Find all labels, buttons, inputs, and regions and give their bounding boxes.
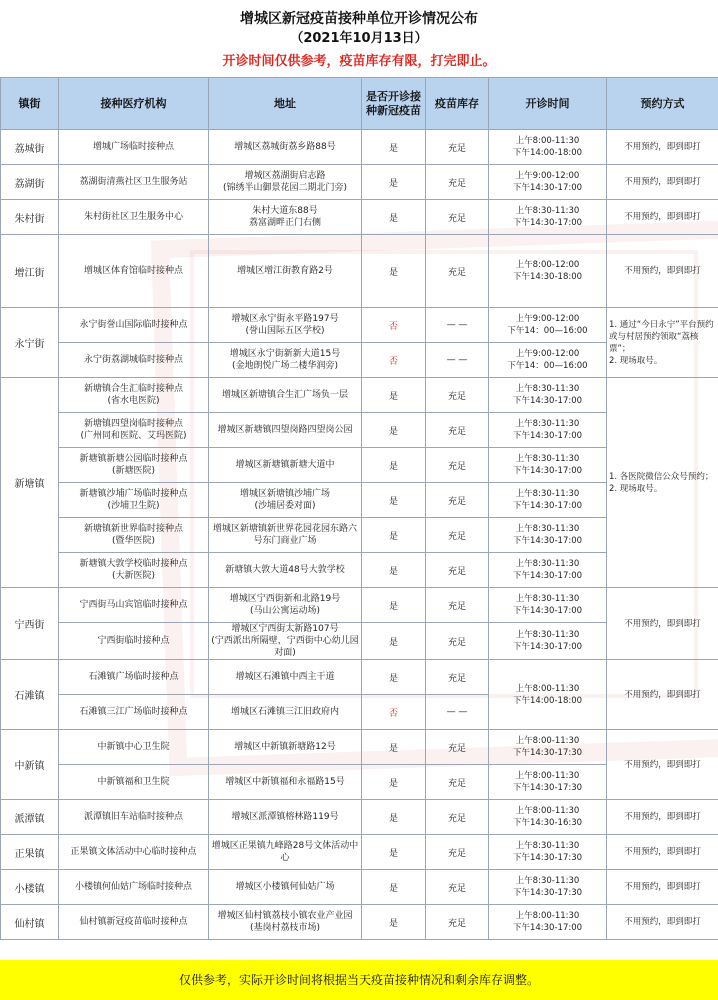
table-row bbox=[1, 130, 718, 165]
cell-address: 增城区荔湖街启志路 (锦绣半山御景花园二期北门旁) bbox=[209, 165, 362, 200]
cell-open: 是 bbox=[362, 905, 426, 940]
page-date: （2021年10月13日） bbox=[290, 31, 428, 46]
cell-booking: 1. 通过“今日永宁”平台预约或与村居预约领取“荔核票”； 2. 现场取号。 bbox=[607, 308, 718, 378]
cell-stock: 充足 bbox=[426, 800, 489, 835]
cell-open: 是 bbox=[362, 413, 426, 448]
cell-org: 中新镇中心卫生院 bbox=[59, 730, 209, 765]
title-block bbox=[0, 0, 718, 48]
cell-hours: 上午8:00-11:30 下午14:30-16:30 bbox=[489, 800, 607, 835]
notice-banner: 开诊时间仅供参考，疫苗库存有限，打完即止。 bbox=[222, 54, 496, 69]
cell-booking: 不用预约，即到即打 bbox=[607, 730, 718, 800]
cell-hours: 上午8:00-11:30 下午14:30-17:30 bbox=[489, 730, 607, 765]
cell-org: 永宁街荔湖城临时接种点 bbox=[59, 343, 209, 378]
cell-hours: 上午8:00-11:30 下午14:30-17:30 bbox=[489, 765, 607, 800]
cell-org: 仙村镇新冠疫苗临时接种点 bbox=[59, 905, 209, 940]
cell-hours: 上午8:30-11:30 下午14:30-17:00 bbox=[489, 518, 607, 553]
table-row bbox=[1, 308, 718, 343]
cell-org: 宁西街临时接种点 bbox=[59, 623, 209, 660]
cell-open: 是 bbox=[362, 378, 426, 413]
cell-hours: 上午8:00-12:00 下午14:30-18:00 bbox=[489, 235, 607, 308]
cell-stock: 充足 bbox=[426, 553, 489, 588]
col-header-hours: 开诊时间 bbox=[489, 78, 607, 130]
cell-booking: 不用预约，即到即打 bbox=[607, 905, 718, 940]
cell-open: 是 bbox=[362, 870, 426, 905]
cell-open: 是 bbox=[362, 235, 426, 308]
cell-hours: 上午8:30-11:30 下午14:30-17:30 bbox=[489, 870, 607, 905]
cell-open: 是 bbox=[362, 588, 426, 623]
col-header-town: 镇街 bbox=[1, 78, 59, 130]
cell-org: 正果镇文体活动中心临时接种点 bbox=[59, 835, 209, 870]
cell-stock: 充足 bbox=[426, 413, 489, 448]
cell-stock: 充足 bbox=[426, 483, 489, 518]
cell-open: 是 bbox=[362, 835, 426, 870]
cell-hours: 上午8:30-11:30 下午14:30-17:00 bbox=[489, 448, 607, 483]
cell-hours: 上午8:30-11:30 下午14:30-17:00 bbox=[489, 623, 607, 660]
cell-address: 增城区石滩镇中西主干道 bbox=[209, 660, 362, 695]
cell-open: 是 bbox=[362, 800, 426, 835]
cell-booking: 不用预约，即到即打 bbox=[607, 660, 718, 730]
cell-town: 荔城街 bbox=[1, 130, 59, 165]
cell-hours: 上午8:30-11:30 下午14:30-17:00 bbox=[489, 413, 607, 448]
cell-address: 新塘镇大敦大道48号大敦学校 bbox=[209, 553, 362, 588]
cell-stock: — — bbox=[426, 343, 489, 378]
cell-address: 增城区正果镇九峰路28号文体活动中心 bbox=[209, 835, 362, 870]
cell-stock: 充足 bbox=[426, 905, 489, 940]
cell-stock: 充足 bbox=[426, 870, 489, 905]
cell-stock: 充足 bbox=[426, 378, 489, 413]
table-row bbox=[1, 800, 718, 835]
cell-org: 新塘镇新世界临时接种点 (暨华医院) bbox=[59, 518, 209, 553]
cell-open: 否 bbox=[362, 308, 426, 343]
table-header-row bbox=[1, 78, 718, 130]
cell-org: 永宁街誉山国际临时接种点 bbox=[59, 308, 209, 343]
cell-stock: 充足 bbox=[426, 200, 489, 235]
page-title: 增城区新冠疫苗接种单位开诊情况公布 bbox=[240, 11, 478, 27]
cell-open: 否 bbox=[362, 695, 426, 730]
cell-booking: 不用预约，即到即打 bbox=[607, 165, 718, 200]
cell-stock: 充足 bbox=[426, 235, 489, 308]
cell-org: 石滩镇广场临时接种点 bbox=[59, 660, 209, 695]
cell-booking: 不用预约，即到即打 bbox=[607, 835, 718, 870]
cell-stock: 充足 bbox=[426, 835, 489, 870]
cell-org: 新塘镇大敦学校临时接种点 (大新医院) bbox=[59, 553, 209, 588]
cell-org: 新塘镇合生汇临时接种点 (省水电医院) bbox=[59, 378, 209, 413]
cell-stock: 充足 bbox=[426, 448, 489, 483]
cell-town: 宁西街 bbox=[1, 588, 59, 660]
table-row bbox=[1, 378, 718, 413]
cell-town: 派潭镇 bbox=[1, 800, 59, 835]
cell-stock: 充足 bbox=[426, 518, 489, 553]
cell-hours: 上午8:00-11:30 下午14:00-18:00 bbox=[489, 130, 607, 165]
cell-stock: 充足 bbox=[426, 730, 489, 765]
cell-town: 中新镇 bbox=[1, 730, 59, 800]
cell-address: 增城区中新镇新塘路12号 bbox=[209, 730, 362, 765]
cell-booking: 不用预约，即到即打 bbox=[607, 588, 718, 660]
cell-town: 正果镇 bbox=[1, 835, 59, 870]
table-row bbox=[1, 905, 718, 940]
cell-address: 增城区派潭镇榕林路119号 bbox=[209, 800, 362, 835]
cell-hours: 上午9:00-12:00 下午14：00—16:00 bbox=[489, 343, 607, 378]
cell-booking: 不用预约，即到即打 bbox=[607, 800, 718, 835]
cell-stock: — — bbox=[426, 695, 489, 730]
cell-stock: 充足 bbox=[426, 130, 489, 165]
cell-address: 增城区小楼镇何仙姑广场 bbox=[209, 870, 362, 905]
table-row bbox=[1, 165, 718, 200]
cell-booking: 不用预约，即到即打 bbox=[607, 200, 718, 235]
cell-org: 荔湖街清燕社区卫生服务站 bbox=[59, 165, 209, 200]
cell-address: 增城区新塘镇新塘大道中 bbox=[209, 448, 362, 483]
cell-hours: 上午8:30-11:30 下午14:30-17:00 bbox=[489, 553, 607, 588]
cell-stock: — — bbox=[426, 308, 489, 343]
col-header-open: 是否开诊接种新冠疫苗 bbox=[362, 78, 426, 130]
table-row bbox=[1, 835, 718, 870]
cell-org: 增城广场临时接种点 bbox=[59, 130, 209, 165]
col-header-stock: 疫苗库存 bbox=[426, 78, 489, 130]
cell-org: 石滩镇三江广场临时接种点 bbox=[59, 695, 209, 730]
table-row bbox=[1, 660, 718, 695]
cell-town: 小楼镇 bbox=[1, 870, 59, 905]
table-body bbox=[1, 130, 718, 940]
footer-note: 仅供参考，实际开诊时间将根据当天疫苗接种情况和剩余库存调整。 bbox=[0, 960, 718, 1000]
cell-org: 中新镇福和卫生院 bbox=[59, 765, 209, 800]
cell-address: 增城区石滩镇三江旧政府内 bbox=[209, 695, 362, 730]
cell-address: 增城区中新镇福和永福路15号 bbox=[209, 765, 362, 800]
cell-hours: 上午8:30-11:30 下午14:30-17:00 bbox=[489, 588, 607, 623]
cell-org: 派潭镇旧车站临时接种点 bbox=[59, 800, 209, 835]
cell-town: 荔湖街 bbox=[1, 165, 59, 200]
cell-town: 朱村街 bbox=[1, 200, 59, 235]
col-header-org: 接种医疗机构 bbox=[59, 78, 209, 130]
table-row bbox=[1, 200, 718, 235]
cell-open: 是 bbox=[362, 130, 426, 165]
cell-hours: 上午8:30-11:30 下午14:30-17:30 bbox=[489, 835, 607, 870]
cell-address: 朱村大道东88号 荔富湖畔正门右侧 bbox=[209, 200, 362, 235]
cell-open: 是 bbox=[362, 518, 426, 553]
cell-town: 石滩镇 bbox=[1, 660, 59, 730]
cell-hours: 上午8:00-11:30 下午14:00-18:00 bbox=[489, 660, 607, 730]
cell-org: 新塘镇四望岗临时接种点 (广州同和医院、艾玛医院) bbox=[59, 413, 209, 448]
cell-org: 小楼镇何仙姑广场临时接种点 bbox=[59, 870, 209, 905]
cell-booking: 不用预约，即到即打 bbox=[607, 235, 718, 308]
cell-address: 增城区宁西街太新路107号 (宁西派出所隔壁，宁西街中心幼儿园对面) bbox=[209, 623, 362, 660]
cell-stock: 充足 bbox=[426, 660, 489, 695]
cell-address: 增城区增江街教育路2号 bbox=[209, 235, 362, 308]
cell-open: 是 bbox=[362, 483, 426, 518]
cell-hours: 上午9:00-12:00 下午14：00—16:00 bbox=[489, 308, 607, 343]
cell-booking: 1. 各医院微信公众号预约； 2. 现场取号。 bbox=[607, 378, 718, 588]
cell-address: 增城区荔城街荔乡路88号 bbox=[209, 130, 362, 165]
table-row bbox=[1, 870, 718, 905]
cell-org: 新塘镇新塘公园临时接种点 (新塘医院) bbox=[59, 448, 209, 483]
cell-town: 新塘镇 bbox=[1, 378, 59, 588]
cell-address: 增城区新塘镇新世界花园花园东路六号东门商业广场 bbox=[209, 518, 362, 553]
cell-hours: 上午8:30-11:30 下午14:30-17:00 bbox=[489, 483, 607, 518]
cell-open: 是 bbox=[362, 448, 426, 483]
col-header-booking: 预约方式 bbox=[607, 78, 718, 130]
cell-address: 增城区新塘镇沙埔广场 (沙埔居委对面) bbox=[209, 483, 362, 518]
vaccination-table bbox=[0, 77, 718, 940]
cell-booking: 不用预约，即到即打 bbox=[607, 870, 718, 905]
cell-open: 是 bbox=[362, 623, 426, 660]
cell-address: 增城区新塘镇合生汇广场负一层 bbox=[209, 378, 362, 413]
table-row bbox=[1, 235, 718, 308]
cell-stock: 充足 bbox=[426, 623, 489, 660]
cell-booking: 不用预约，即到即打 bbox=[607, 130, 718, 165]
cell-address: 增城区永宁街永平路197号 (誉山国际五区学校) bbox=[209, 308, 362, 343]
cell-stock: 充足 bbox=[426, 765, 489, 800]
cell-stock: 充足 bbox=[426, 588, 489, 623]
cell-address: 增城区仙村镇荔枝小镇农业产业园 (基岗村荔枝市场) bbox=[209, 905, 362, 940]
cell-town: 永宁街 bbox=[1, 308, 59, 378]
cell-address: 增城区永宁街新新大道15号 (金地朗悦广场二楼华润旁) bbox=[209, 343, 362, 378]
cell-address: 增城区新塘镇四望岗路四望岗公园 bbox=[209, 413, 362, 448]
cell-town: 增江街 bbox=[1, 235, 59, 308]
cell-open: 否 bbox=[362, 343, 426, 378]
cell-hours: 上午8:00-11:30 下午14:30-17:00 bbox=[489, 905, 607, 940]
table-row bbox=[1, 730, 718, 765]
cell-org: 宁西街马山宾馆临时接种点 bbox=[59, 588, 209, 623]
cell-open: 是 bbox=[362, 730, 426, 765]
cell-open: 是 bbox=[362, 553, 426, 588]
cell-hours: 上午9:00-12:00 下午14:30-17:00 bbox=[489, 165, 607, 200]
cell-org: 新塘镇沙埔广场临时接种点 (沙埔卫生院) bbox=[59, 483, 209, 518]
table-row bbox=[1, 588, 718, 623]
cell-open: 是 bbox=[362, 200, 426, 235]
cell-open: 是 bbox=[362, 660, 426, 695]
col-header-address: 地址 bbox=[209, 78, 362, 130]
cell-stock: 充足 bbox=[426, 165, 489, 200]
cell-org: 朱村街社区卫生服务中心 bbox=[59, 200, 209, 235]
cell-address: 增城区宁西街新和北路19号 (马山公寓运动场) bbox=[209, 588, 362, 623]
cell-hours: 上午8:30-11:30 下午14:30-17:00 bbox=[489, 200, 607, 235]
cell-open: 是 bbox=[362, 165, 426, 200]
cell-hours: 上午8:30-11:30 下午14:30-17:00 bbox=[489, 378, 607, 413]
cell-open: 是 bbox=[362, 765, 426, 800]
cell-org: 增城区体育馆临时接种点 bbox=[59, 235, 209, 308]
cell-town: 仙村镇 bbox=[1, 905, 59, 940]
